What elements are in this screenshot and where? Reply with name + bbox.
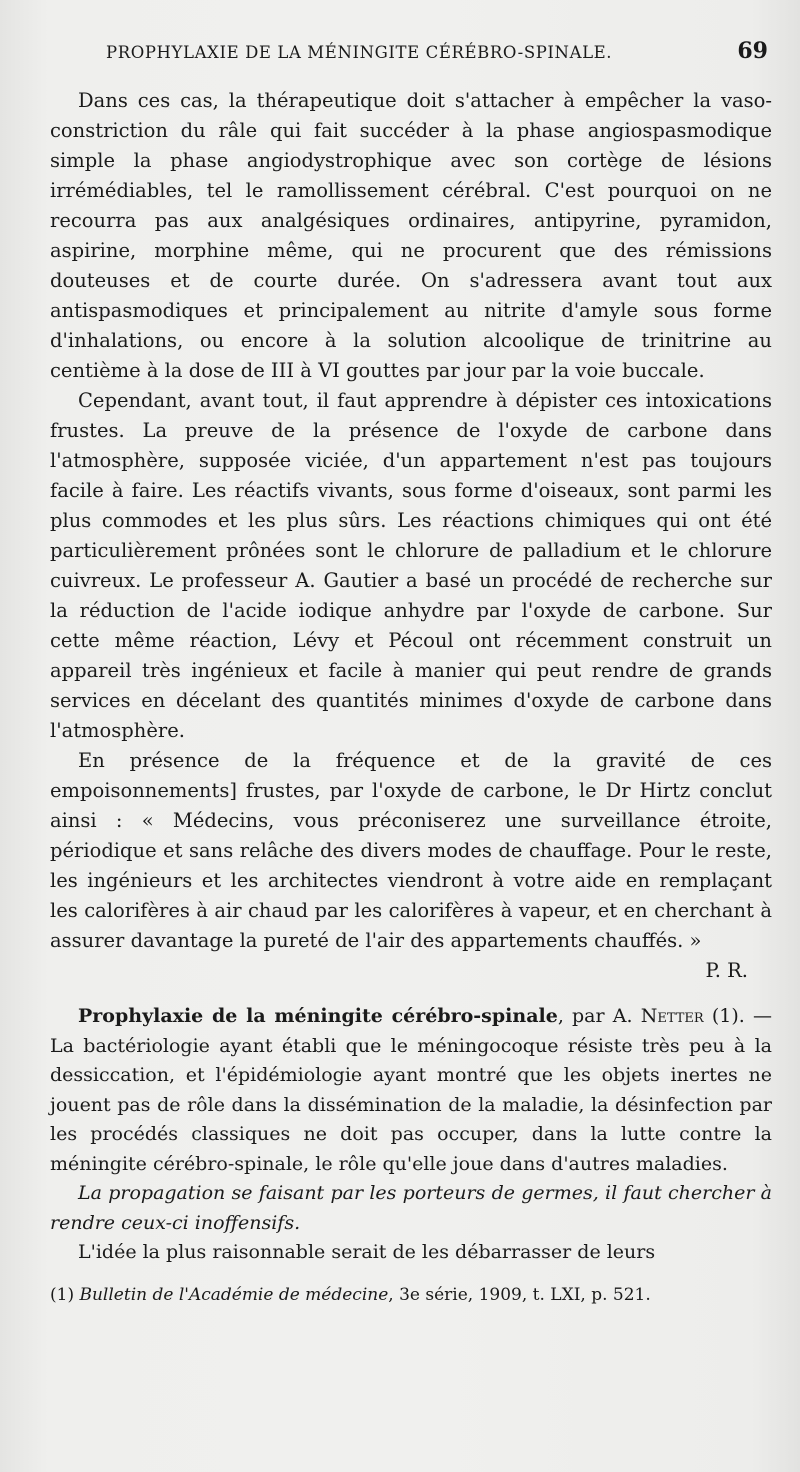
italic-paragraph: La propagation se faisant par les porteurs de germes, il faut chercher à rendre ceux-ci inoffensifs. (50, 1182, 772, 1234)
article-author: Netter (640, 1005, 704, 1027)
footnote-source: Bulletin de l'Académie de médecine (79, 1284, 389, 1305)
main-text (50, 86, 772, 1308)
paragraph-therapeutique: Dans ces cas, la thérapeutique doit s'attacher à empêcher la vaso-constriction du râle qui fait succéder à la phase angiospasmodique simple la phase angiodystrophique avec son cortège de lésions irrémédiables, tel le ramollissement cérébral. C'est pourquoi on ne recourra pas aux analgésiques ordinaires, antipyrine, pyramidon, aspirine, morphine même, qui ne procurent que des rémissions douteuses et de courte durée. On s'adressera avant tout aux antispasmodiques et principalement au nitrite d'amyle sous forme d'inhalations, ou encore à la solution alcoolique de trinitrine au centième à la dose de III à VI gouttes par jour par la voie buccale. (50, 89, 772, 382)
running-title: PROPHYLAXIE DE LA MÉNINGITE CÉRÉBRO-SPINALE. (106, 43, 613, 62)
article-title: Prophylaxie de la méningite cérébro-spinale (78, 1005, 558, 1027)
footnote-details: , 3e série, 1909, t. LXI, p. 521. (388, 1284, 651, 1305)
page-number: 69 (737, 38, 768, 64)
article-intro: — La bactériologie ayant établi que le méningocoque résiste très peu à la dessiccation, et l'épidémiologie ayant montré que les objets inertes ne jouent pas de rôle dans la dissémination de la maladie, la désinfection par les procédés classiques ne doit pas occuper, dans la lutte contre la méningite cérébro-spinale, le rôle qu'elle joue dans d'autres maladies. (50, 1005, 772, 1175)
signature: P. R. (705, 959, 748, 982)
author-prefix: , par A. (557, 1005, 641, 1027)
paragraph-depister: Cependant, avant tout, il faut apprendre à dépister ces intoxications frustes. La preuve de la présence de l'oxyde de carbone dans l'atmosphère, supposée viciée, d'un appartement n'est pas toujours facile à faire. Les réactifs vivants, sous forme d'oiseaux, sont parmi les plus commodes et les plus sûrs. Les réactions chimiques qui ont été particulièrement prônées sont le chlorure de palladium et le chlorure cuivreux. Le professeur A. Gautier a basé un procédé de recherche sur la réduction de l'acide iodique anhydre par l'oxyde de carbone. Sur cette même réaction, Lévy et Pécoul ont récemment construit un appareil très ingénieux et facile à manier qui peut rendre de grands services en décelant des quantités minimes d'oxyde de carbone dans l'atmosphère. (50, 389, 772, 742)
footnote-ref: (1). (703, 1005, 745, 1027)
last-paragraph: L'idée la plus raisonnable serait de les débarrasser de leurs (78, 1241, 656, 1263)
footnote-marker: (1) (50, 1284, 80, 1305)
article-intro-paragraph (50, 1002, 772, 1179)
paragraph-hirtz-text: En présence de la fréquence et de la gravité de ces empoisonnements] frustes, par l'oxyde de carbone, le Dr Hirtz conclut ainsi : « Médecins, vous préconiserez une surveillance étroite, périodique et sans relâche des divers modes de chauffage. Pour le reste, les ingénieurs et les architectes viendront à votre aide en remplaçant les calorifères à air chaud par les calorifères à vapeur, et en cherchant à assurer davantage la pureté de l'air des appartements chauffés. » (50, 749, 772, 952)
paragraph-hirtz (50, 746, 772, 982)
article-netter (50, 1002, 772, 1268)
footnote (50, 1282, 772, 1308)
page-header (50, 38, 772, 86)
